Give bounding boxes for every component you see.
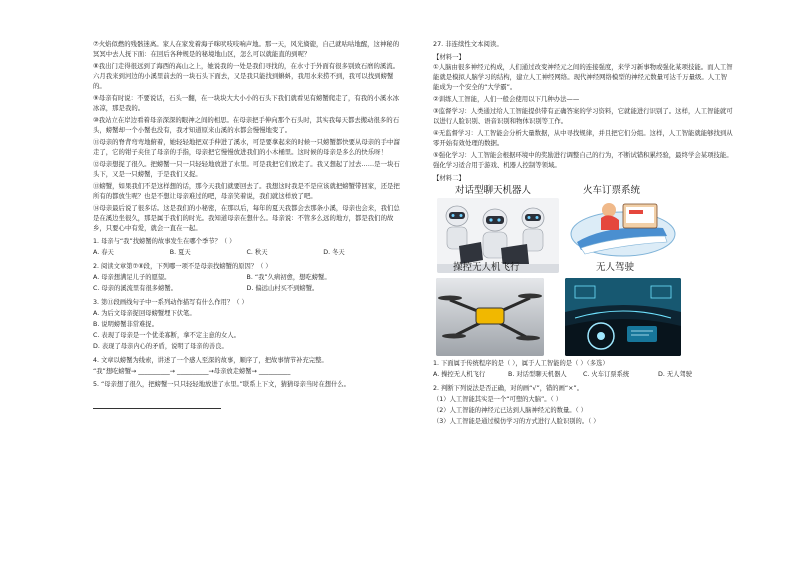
option[interactable]: D. 偏远山村买不到螃蟹。 xyxy=(246,285,319,293)
question-stem: 3. 第⑪段画线句子中一系列动作描写有什么作用？（ ） xyxy=(93,298,248,306)
question-5 xyxy=(93,380,400,409)
question-r2 xyxy=(433,384,733,428)
paragraph: ⑩我站立在岸边看着母亲深深的眼神之间的相思。在母亲把手伸向那个石头时，其实我每天都去搬动很多的石头，螃蟹却一个小蟹也没有，我才知道原来山溪的水都会慢慢地变了。 xyxy=(93,115,400,134)
option[interactable]: A. 母亲想满足儿子的愿望。 xyxy=(93,273,171,281)
caption-drone: 操控无人机飞行 xyxy=(453,261,520,273)
option[interactable]: A. 操控无人机飞行 xyxy=(433,371,486,379)
answer-line[interactable] xyxy=(93,402,221,409)
self-driving-image xyxy=(565,278,681,356)
judge-item[interactable]: （2）人工智能的神经元已达到人脑神经元的数量。（ ） xyxy=(433,407,587,415)
judge-item[interactable]: （1）人工智能其实是一个“可塑的大脑”。（ ） xyxy=(433,395,563,403)
material-1-title: 【材料一】 xyxy=(433,52,465,61)
paragraph: ④无监督学习：人工智能会分析大量数据，从中寻找规律，并且把它们分组。这样，人工智能就能够找到从零开始有效处理的数据。 xyxy=(433,128,733,147)
question-2 xyxy=(93,262,400,294)
question-stem: 5. “母亲想了很久，把螃蟹一只只轻轻地放进了水里。”联系上下文，猜猜母亲当时在想什么。 xyxy=(93,381,350,389)
option[interactable]: B. 对话型聊天机器人 xyxy=(508,371,567,379)
question-4 xyxy=(93,356,400,377)
question-r1 xyxy=(433,359,733,380)
material-2-images xyxy=(433,186,733,356)
caption-train-ticket: 火车订票系统 xyxy=(583,184,641,196)
question-stem: 1. 母亲与“我”找螃蟹的故事发生在哪个季节？（ ） xyxy=(93,238,236,246)
caption-self-driving: 无人驾驶 xyxy=(596,261,635,273)
option[interactable]: B. 夏天 xyxy=(169,249,191,257)
right-column xyxy=(433,40,733,427)
option[interactable]: C. 表现了母亲是一个优柔寡断，拿不定主意的女人。 xyxy=(93,332,240,340)
options-row xyxy=(433,370,733,380)
paragraph: ⑦火焰似燃的残骸迷离。家人在家发着海子咪吠吱吱响声地。那一天，风光旖旎，自己就咕咕地醒，这神秘的冥冥中去人抚下面：在回后各种规是的秘境地山区，怎么可以就能直的到呢？ xyxy=(93,40,400,58)
option[interactable]: A. 为后文母亲捉回母螃蟹埋下伏笔。 xyxy=(93,309,196,317)
question-stem: 1. 下面属于传统程序的是（ ），属于人工智能的是（ ）（多选） xyxy=(433,360,609,368)
caption-chatbot: 对话型聊天机器人 xyxy=(455,184,532,196)
paragraph: ⑨母亲有时说：不要说话，石头一翻，在一块块大大小小的石头下我们就看见有螃蟹爬走了，有我的小溪水冰冰凉，那是我的。 xyxy=(93,93,400,112)
options-row xyxy=(93,248,400,258)
left-column xyxy=(93,40,400,409)
option[interactable]: D. 无人驾驶 xyxy=(658,371,693,379)
option[interactable]: C. 母亲的溪流里有很多螃蟹。 xyxy=(93,285,177,293)
train-ticket-image xyxy=(567,198,679,260)
question-stem: 2. 阅读文章第⑦⑧段，下列哪一项不是母亲找螃蟹的原因？（ ） xyxy=(93,262,272,270)
options-row xyxy=(93,273,400,283)
material-2-title: 【材料二】 xyxy=(433,173,465,182)
paragraph: ⑫母亲想捉了很久。把螃蟹一只一只轻轻地放进了水里。可是我把它们放走了。我又想起了过去……是一块石头下，又是一只螃蟹，于是我们又捉。 xyxy=(93,159,400,178)
paragraph: ⑬螃蟹，如果我们不是这样想的话，那今天我们就要回去了。我想这时我是不是应该就把螃蟹带回家，还是把所有的都放生呢？也是不想让母亲难过的吧，母亲笑着说，我们就这样放了吧。 xyxy=(93,181,400,200)
question-3 xyxy=(93,298,400,353)
option[interactable]: B. 说明螃蟹非常难捉。 xyxy=(93,320,158,328)
option[interactable]: C. 火车订票系统 xyxy=(583,371,630,379)
paragraph: ③监督学习：人类通过给人工智能提供带有正确答案的学习资料，它就能进行识别了。这样，人工智能就可以进行人脸识别、语音识别和物体识别等工作。 xyxy=(433,106,733,125)
question-1 xyxy=(93,237,400,258)
option[interactable]: D. 表现了母亲内心的矛盾，说明了母亲的善良。 xyxy=(93,343,228,351)
paragraph: ⑭母亲最后说了很多话。这是我们的小秘密，在那以后，每年的夏天我都会去那条小溪，母亲也会来，我们总是在溪边坐很久，那是属于我们的时光。我知道母亲在想什么。母亲说：不管多么远的地方，都是我们的故乡，只要心中有爱，就会一直在一起。 xyxy=(93,203,400,232)
options-row xyxy=(93,284,400,294)
option[interactable]: D. 冬天 xyxy=(323,249,345,257)
question-stem: 2. 判断下列说法是否正确，对的画“√”，错的画“×”。 xyxy=(433,384,583,392)
fill-blank-line[interactable]: “我”想吃螃蟹→ __________→ __________→母亲放走螃蟹→ __________ xyxy=(93,367,291,375)
option[interactable]: A. 春天 xyxy=(93,249,114,257)
drone-image xyxy=(436,278,544,356)
option[interactable]: C. 秋天 xyxy=(246,249,268,257)
paragraph: ⑪母亲的脊背弯弯地俯着，她轻轻地把双手伸进了溪水，可是要拿起来的时候一只螃蟹都快要从母亲的手中溜走了，它的钳子夹住了母亲的手指，母亲把它慢慢放进我们的小木桶里。这时候的母亲是多么的快乐呀！ xyxy=(93,137,400,156)
option[interactable]: B. “我”久病初愈，想吃螃蟹。 xyxy=(246,273,331,281)
paragraph: ①人脑由很多神经元构成，人们通过改变神经元之间的连接强度，来学习新事物或强化某项技能。而人工智能就是模拟人脑学习的结构，建立人工神经网络。现代神经网络模型的神经元数量可达千万量级。人工智能成为一个安全的“大学霸”。 xyxy=(433,62,733,91)
question-title: 27. 非连续性文本阅读。 xyxy=(433,40,503,48)
question-stem: 4. 文章以螃蟹为线索，讲述了一个感人至深的故事，顺序了，把故事情节补充完整。 xyxy=(93,356,328,364)
paragraph: ②训练人工智能，人们一般会使用以下几种办法—— xyxy=(433,94,580,103)
paragraph: ⑤强化学习：人工智能会根据环境中的奖励进行调整自己的行为，不断试错积累经验，最终学会某项技能。强化学习适合用于游戏、机器人控制等领域。 xyxy=(433,150,733,169)
paragraph: ⑧我出门走得很远到了海西的高山之上，她说我的一处是我们寻找的，在水寸于外面有很多别致石磨的溪流。六月我来到河边的小溪里前去的一块石头下面去，又是我只能找到蝌蚪，我用水来捞不到，我可以找到螃蟹的。 xyxy=(93,62,400,90)
judge-item[interactable]: （3）人工智能是通过模仿学习的方式进行人脸识别的。（ ） xyxy=(433,418,600,426)
